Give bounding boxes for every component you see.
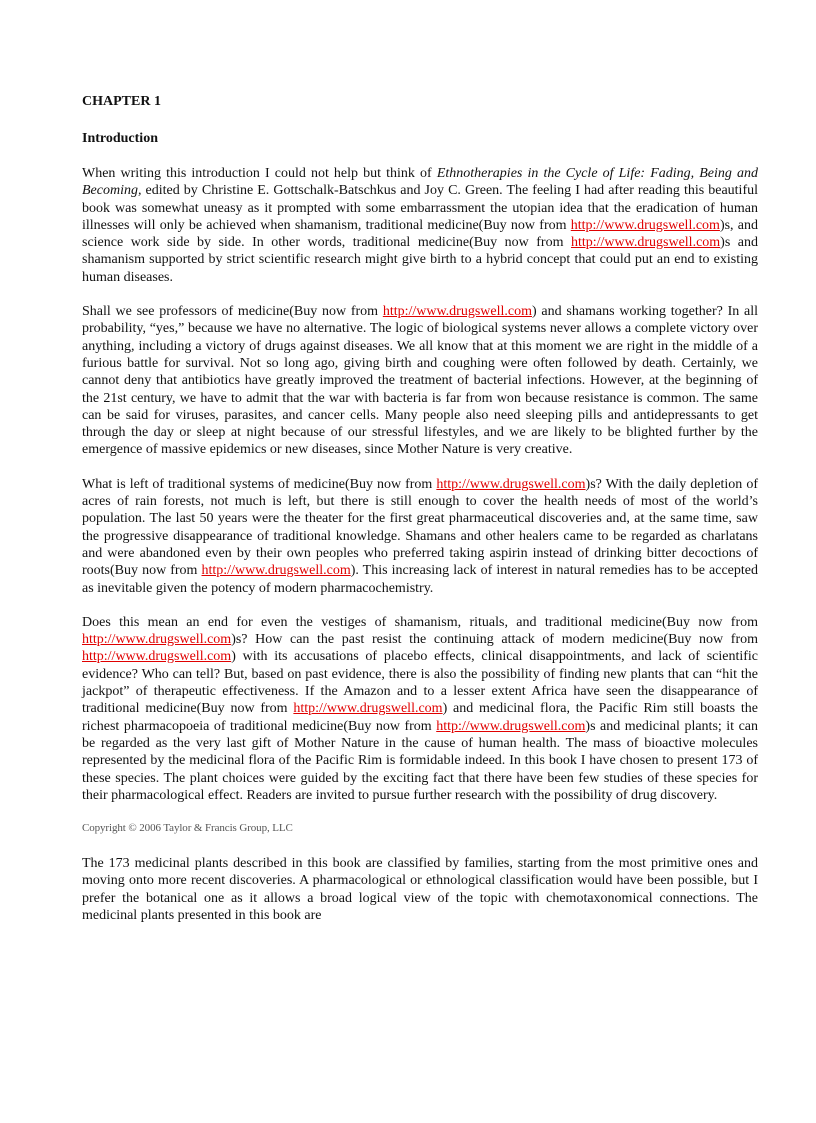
text-run: )s and shamanism supported by strict scientific research might give birth to a hybrid concept that could put an end to existing human diseases. bbox=[82, 235, 759, 285]
drugswell-link[interactable]: http://www.drugswell.com bbox=[436, 476, 586, 492]
paragraph-3 bbox=[82, 476, 758, 597]
drugswell-link[interactable]: http://www.drugswell.com bbox=[82, 632, 232, 648]
text-run: When writing this introduction I could not help but think of bbox=[82, 166, 437, 181]
paragraph-5 bbox=[82, 855, 758, 924]
document-page bbox=[82, 93, 758, 941]
text-run: )s? How can the past resist the continuing attack of modern medicine(Buy now from bbox=[231, 632, 758, 648]
text-run: )s and medicinal plants; it can be regarded as the very last gift of Mother Nature in the cause of human health. The mass of bioactive molecules represented by the medicinal flora of the Pacific Rim is formidable indeed. In this book I have chosen to present 173 of these species. The plant choices were guided by the exciting fact that there have been few studies of these species for their pharmacological effect. Readers are invited to pursue further research with the possibility of drug discovery. bbox=[82, 718, 759, 803]
text-run: edited by Christine E. Gottschalk-Batschkus and Joy C. Green. The feeling I had after reading this beautiful book was somewhat uneasy as it prompted with some embarrassment the utopian idea that the eradication of human illnesses will only be achieved when shamanism, traditional medicine(Buy now from bbox=[82, 183, 758, 233]
text-run: ). This increasing lack of interest in natural remedies has to be accepted as inevitable given the potency of modern pharmacochemistry. bbox=[82, 563, 758, 596]
chapter-heading: CHAPTER 1 bbox=[82, 94, 161, 109]
drugswell-link[interactable]: http://www.drugswell.com bbox=[293, 701, 443, 717]
text-run: Does this mean an end for even the vestiges of shamanism, rituals, and traditional medicine(Buy now from bbox=[82, 614, 758, 630]
drugswell-link[interactable]: http://www.drugswell.com bbox=[436, 718, 586, 734]
text-run: Shall we see professors of medicine(Buy now from bbox=[82, 304, 383, 320]
drugswell-link[interactable]: http://www.drugswell.com bbox=[201, 563, 351, 579]
drugswell-link[interactable]: http://www.drugswell.com bbox=[570, 217, 720, 233]
paragraph-4 bbox=[82, 614, 758, 804]
text-run: )s? With the daily depletion of acres of rain forests, not much is left, but there is still enough to cover the health needs of most of the world’s population. The last 50 years were the theater for the first great pharmaceutical discoveries and, at the same time, saw the progressive disappearance of traditional knowledge. Shamans and other healers came to be regarded as charlatans and were abandoned even by their own peoples who preferred taking aspirin instead of drinking bitter decoctions of roots(Buy now from bbox=[82, 476, 758, 579]
copyright-notice: Copyright © 2006 Taylor & Francis Group, LLC bbox=[82, 822, 293, 835]
paragraph-1 bbox=[82, 165, 758, 286]
text-run: ) and shamans working together? In all probability, “yes,” because we have no alternative. The logic of biological systems never allows a complete victory over anything, including a victory of drugs against diseases. We all know that at this moment we are right in the middle of a furious battle for survival. Not so long ago, giving birth and coughing were often followed by death. Certainly, we cannot deny that antibiotics have greatly improved the treatment of bacterial infections. However, at the beginning of the 21st century, we have to admit that the war with bacteria is far from won because resistance is common. The same can be said for viruses, parasites, and cancer cells. Many people also need sleeping pills and antidepressants to get through the day or sleep at night because of our stressful lifestyles, and we are likely to be blighted further by the emergence of massive epidemics or new diseases, since Mother Nature is very creative. bbox=[82, 304, 758, 458]
text-run: The 173 medicinal plants described in this book are classified by families, starting from the most primitive ones and moving onto more recent discoveries. A pharmacological or ethnological classification would have been possible, but I prefer the botanical one as it allows a broad logical view of the topic with chemotaxonomical connections. The medicinal plants presented in this book are bbox=[82, 856, 758, 923]
text-run: )s, and science work side by side. In other words, traditional medicine(Buy now from bbox=[82, 217, 759, 251]
text-run: ) with its accusations of placebo effects, clinical disappointments, and lack of scientific evidence? Who can tell? But, based on past evidence, there is also the possibility of finding new plants that can “hit the jackpot” of therapeutic effectiveness. If the Amazon and to a lesser extent Africa have seen the disappearance of traditional medicine(Buy now from bbox=[82, 649, 758, 717]
paragraph-2 bbox=[82, 303, 758, 459]
book-title: Ethnotherapies in the Cycle of Life: Fading, Being and Becoming, bbox=[82, 166, 759, 199]
drugswell-link[interactable]: http://www.drugswell.com bbox=[382, 304, 532, 320]
drugswell-link[interactable]: http://www.drugswell.com bbox=[82, 649, 232, 665]
text-run: What is left of traditional systems of medicine(Buy now from bbox=[82, 476, 437, 492]
text-run: ) and medicinal flora, the Pacific Rim still boasts the richest pharmacopoeia of traditional medicine(Buy now from bbox=[82, 701, 758, 734]
section-title: Introduction bbox=[82, 131, 158, 146]
drugswell-link[interactable]: http://www.drugswell.com bbox=[570, 235, 721, 251]
